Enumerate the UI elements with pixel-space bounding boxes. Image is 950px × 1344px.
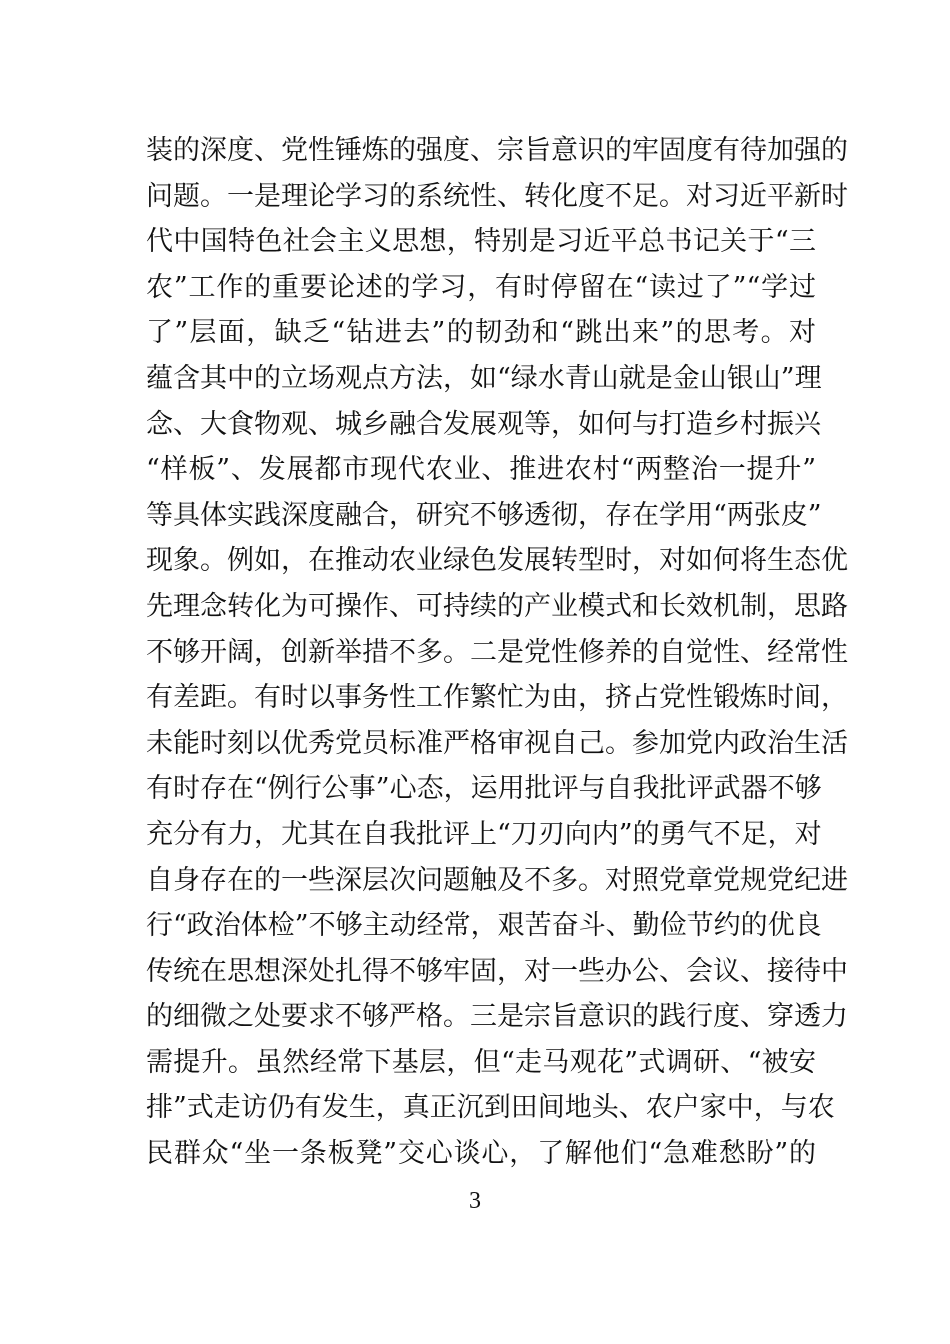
- text-line: 需提升。虽然经常下基层，但“走马观花”式调研、“被安: [146, 1046, 816, 1078]
- text-line: 现象。例如，在推动农业绿色发展转型时，对如何将生态优: [146, 545, 848, 577]
- text-line: 代中国特色社会主义思想，特别是习近平总书记关于“三: [146, 226, 816, 258]
- text-line: 农”工作的重要论述的学习，有时停留在“读过了”“学过: [146, 271, 816, 303]
- text-line: 民群众“坐一条板凳”交心谈心，了解他们“急难愁盼”的: [146, 1138, 816, 1170]
- text-line: 念、大食物观、城乡融合发展观等，如何与打造乡村振兴: [146, 408, 821, 440]
- text-line: 排”式走访仍有发生，真正沉到田间地头、农户家中，与农: [146, 1092, 835, 1124]
- page-number: 3: [469, 1188, 481, 1214]
- text-line: 不够开阔，创新举措不多。二是党性修养的自觉性、经常性: [146, 636, 848, 668]
- text-line: 了”层面，缺乏“钻进去”的韧劲和“跳出来”的思考。对: [146, 317, 816, 349]
- text-line: 自身存在的一些深层次问题触及不多。对照党章党规党纪进: [146, 864, 848, 896]
- text-line: 先理念转化为可操作、可持续的产业模式和长效机制，思路: [146, 590, 848, 622]
- body-text: [146, 128, 848, 1177]
- text-line: 装的深度、党性锤炼的强度、宗旨意识的牢固度有待加强的: [146, 135, 848, 166]
- text-line: 等具体实践深度融合，研究不够透彻，存在学用“两张皮”: [146, 499, 822, 531]
- text-line: 的细微之处要求不够严格。三是宗旨意识的践行度、穿透力: [146, 1001, 848, 1033]
- text-line: 未能时刻以优秀党员标准严格审视自己。参加党内政治生活: [146, 727, 848, 759]
- text-line: 有时存在“例行公事”心态，运用批评与自我批评武器不够: [146, 773, 822, 805]
- text-line: 有差距。有时以事务性工作繁忙为由，挤占党性锻炼时间，: [146, 682, 848, 714]
- text-line: 传统在思想深处扎得不够牢固，对一些办公、会议、接待中: [146, 955, 848, 987]
- text-line: 问题。一是理论学习的系统性、转化度不足。对习近平新时: [146, 180, 848, 212]
- text-line: “样板”、发展都市现代农业、推进农村“两整治一提升”: [146, 454, 816, 486]
- text-line: 蕴含其中的立场观点方法，如“绿水青山就是金山银山”理: [146, 362, 822, 394]
- text-line: 充分有力，尤其在自我批评上“刀刃向内”的勇气不足，对: [146, 818, 822, 850]
- text-line: 行“政治体检”不够主动经常，艰苦奋斗、勤俭节约的优良: [146, 910, 822, 942]
